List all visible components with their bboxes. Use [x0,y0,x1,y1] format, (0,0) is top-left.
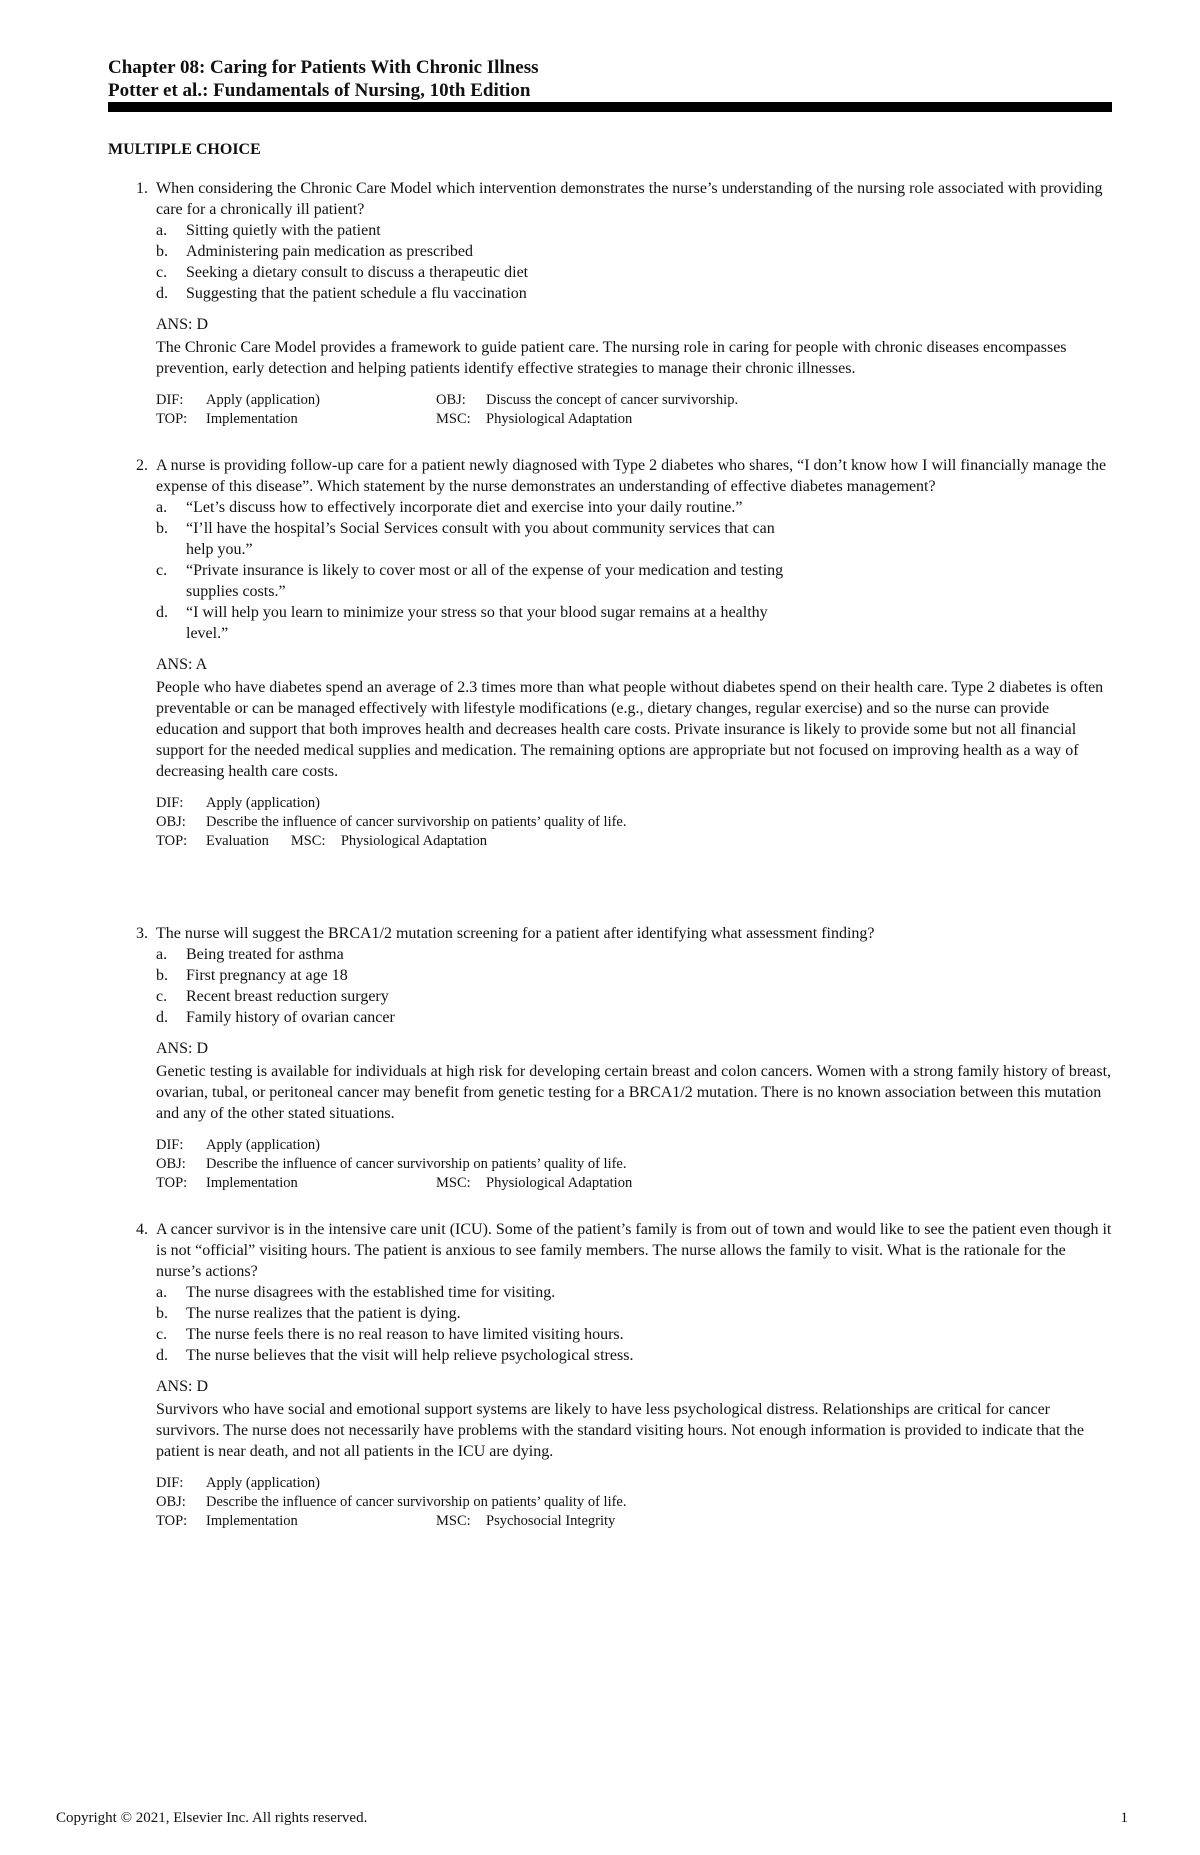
header-rule [108,102,1112,112]
option-text: Administering pain medication as prescribed [186,243,474,260]
option-text: “Let’s discuss how to effectively incorporate diet and exercise into your daily routine.” [186,499,743,516]
option-text: Recent breast reduction surgery [186,988,389,1005]
question-number: 4. [136,1221,148,1238]
option-text: Sitting quietly with the patient [186,222,381,239]
option-c [156,560,1112,602]
option-letter: d. [156,1347,168,1364]
option-c [156,1324,1112,1345]
option-c [156,262,1112,283]
obj-value: Describe the influence of cancer survivorship on patients’ quality of life. [206,1494,627,1510]
msc-label: MSC: [436,411,471,427]
top-label: TOP: [156,1513,188,1529]
option-text: Seeking a dietary consult to discuss a therapeutic diet [186,264,529,281]
obj-value: Discuss the concept of cancer survivorship. [486,392,739,408]
answer: ANS: D [156,316,209,333]
question-number: 2. [136,457,148,474]
question-3 [112,923,1112,1193]
msc-value: Physiological Adaptation [486,1175,633,1191]
obj-label: OBJ: [156,1156,186,1172]
option-b [156,965,1112,986]
obj-label: OBJ: [156,814,186,830]
question-1 [112,178,1112,429]
option-letter: d. [156,604,168,621]
option-text: Family history of ovarian cancer [186,1009,395,1026]
question-meta [156,1474,1112,1531]
option-letter: d. [156,1009,168,1026]
answer: ANS: D [156,1040,209,1057]
msc-label: MSC: [290,833,326,849]
option-text: The nurse believes that the visit will help relieve psychological stress. [186,1347,634,1364]
option-a [156,220,1112,241]
rationale: People who have diabetes spend an average of 2.3 times more than what people without diabetes spend on their health care. Type 2 diabetes is often preventable or can be managed effectively with lifestyle modifications (e.g., dietary changes, regular exercise) and so the nurse can provide education and support that both improves health and decreases health care costs. Private insurance is likely to provide some but not all financial support for the needed medical supplies and medication. The remaining options are appropriate but not focused on improving health as a way of decreasing health care costs. [156,679,1104,780]
option-letter: b. [156,243,168,260]
option-d [156,1007,1112,1028]
msc-value: Physiological Adaptation [340,833,488,849]
page-number: 1 [1120,1810,1128,1826]
option-text: Suggesting that the patient schedule a flu vaccination [186,285,527,302]
option-letter: a. [156,222,168,239]
option-text: Being treated for asthma [186,946,344,963]
answer: ANS: A [156,656,208,673]
option-text: “Private insurance is likely to cover most or all of the expense of your medication and testing supplies costs.” [186,562,784,600]
option-letter: b. [156,520,168,537]
msc-value: Physiological Adaptation [486,411,633,427]
option-b [156,518,1112,560]
option-d [156,283,1112,304]
msc-label: MSC: [436,1513,471,1529]
rationale: Genetic testing is available for individuals at high risk for developing certain breast and colon cancers. Women with a strong family history of breast, ovarian, tubal, or peritoneal cancer may benefit from genetic testing for a BRCA1/2 mutation. There is no known association between this mutation and any of the other stated situations. [156,1063,1112,1122]
option-d [156,1345,1112,1366]
chapter-title: Chapter 08: Caring for Patients With Chronic Illness [108,57,539,78]
answer: ANS: D [156,1378,209,1395]
question-meta [156,794,1112,851]
option-letter: a. [156,1284,168,1301]
question-number: 3. [136,925,148,942]
msc-label: MSC: [436,1175,471,1191]
obj-label: OBJ: [156,1494,186,1510]
question-stem: A nurse is providing follow-up care for a patient newly diagnosed with Type 2 diabetes who shares, “I don’t know how I will financially manage the expense of this disease”. Which statement by the nurse demonstrates an understanding of effective diabetes management? [156,457,1107,495]
dif-value: Apply (application) [206,392,320,408]
obj-value: Describe the influence of cancer survivorship on patients’ quality of life. [206,814,627,830]
obj-value: Describe the influence of cancer survivorship on patients’ quality of life. [206,1156,627,1172]
question-2 [112,455,1112,851]
top-label: TOP: [156,411,188,427]
copyright-notice: Copyright © 2021, Elsevier Inc. All rights reserved. [56,1810,368,1826]
top-value: Evaluation [206,833,269,849]
question-4 [112,1219,1112,1531]
option-text: “I will help you learn to minimize your stress so that your blood sugar remains at a healthy level.” [186,604,768,642]
question-meta [156,1136,1112,1193]
option-letter: a. [156,499,168,516]
document-header [108,56,1112,102]
option-a [156,1282,1112,1303]
dif-label: DIF: [156,1475,184,1491]
rationale: Survivors who have social and emotional support systems are likely to have less psychological distress. Relationships are critical for cancer survivors. The nurse does not necessarily have problems with the standard visiting hours. Not enough information is provided to indicate that the patient is near death, and not all patients in the ICU are dying. [156,1401,1084,1460]
rationale: The Chronic Care Model provides a framework to guide patient care. The nursing role in caring for people with chronic diseases encompasses prevention, early detection and helping patients identify effective strategies to manage their chronic illnesses. [156,339,1067,377]
option-letter: c. [156,264,168,281]
top-value: Implementation [206,1175,298,1191]
option-text: First pregnancy at age 18 [186,967,348,984]
top-value: Implementation [206,1513,298,1529]
option-a [156,944,1112,965]
option-letter: c. [156,1326,168,1343]
question-stem: A cancer survivor is in the intensive care unit (ICU). Some of the patient’s family is from out of town and would like to see the patient even though it is not “official” visiting hours. The patient is anxious to see family members. The nurse allows the family to visit. What is the rationale for the nurse’s actions? [156,1221,1112,1280]
top-value: Implementation [206,411,298,427]
dif-value: Apply (application) [206,1475,320,1491]
msc-value: Psychosocial Integrity [486,1513,616,1529]
question-stem: When considering the Chronic Care Model which intervention demonstrates the nurse’s understanding of the nursing role associated with providing care for a chronically ill patient? [156,180,1103,218]
dif-value: Apply (application) [206,795,320,811]
top-label: TOP: [156,1175,188,1191]
dif-label: DIF: [156,392,184,408]
option-text: The nurse realizes that the patient is dying. [186,1305,461,1322]
option-letter: c. [156,988,168,1005]
section-title: MULTIPLE CHOICE [108,141,261,158]
book-title: Potter et al.: Fundamentals of Nursing, 10th Edition [108,80,531,101]
obj-label: OBJ: [436,392,466,408]
option-a [156,497,1112,518]
option-text: The nurse disagrees with the established time for visiting. [186,1284,556,1301]
question-meta [156,391,1112,429]
dif-label: DIF: [156,1137,184,1153]
option-letter: b. [156,1305,168,1322]
dif-value: Apply (application) [206,1137,320,1153]
option-letter: c. [156,562,168,579]
top-label: TOP: [156,833,188,849]
option-c [156,986,1112,1007]
option-text: “I’ll have the hospital’s Social Services consult with you about community services that can help you.” [186,520,775,558]
question-number: 1. [136,180,148,197]
question-stem: The nurse will suggest the BRCA1/2 mutation screening for a patient after identifying what assessment finding? [156,925,875,942]
page-footer [56,1810,1128,1827]
option-letter: b. [156,967,168,984]
dif-label: DIF: [156,795,184,811]
option-text: The nurse feels there is no real reason to have limited visiting hours. [186,1326,624,1343]
option-b [156,1303,1112,1324]
option-d [156,602,1112,644]
option-b [156,241,1112,262]
option-letter: d. [156,285,168,302]
option-letter: a. [156,946,168,963]
